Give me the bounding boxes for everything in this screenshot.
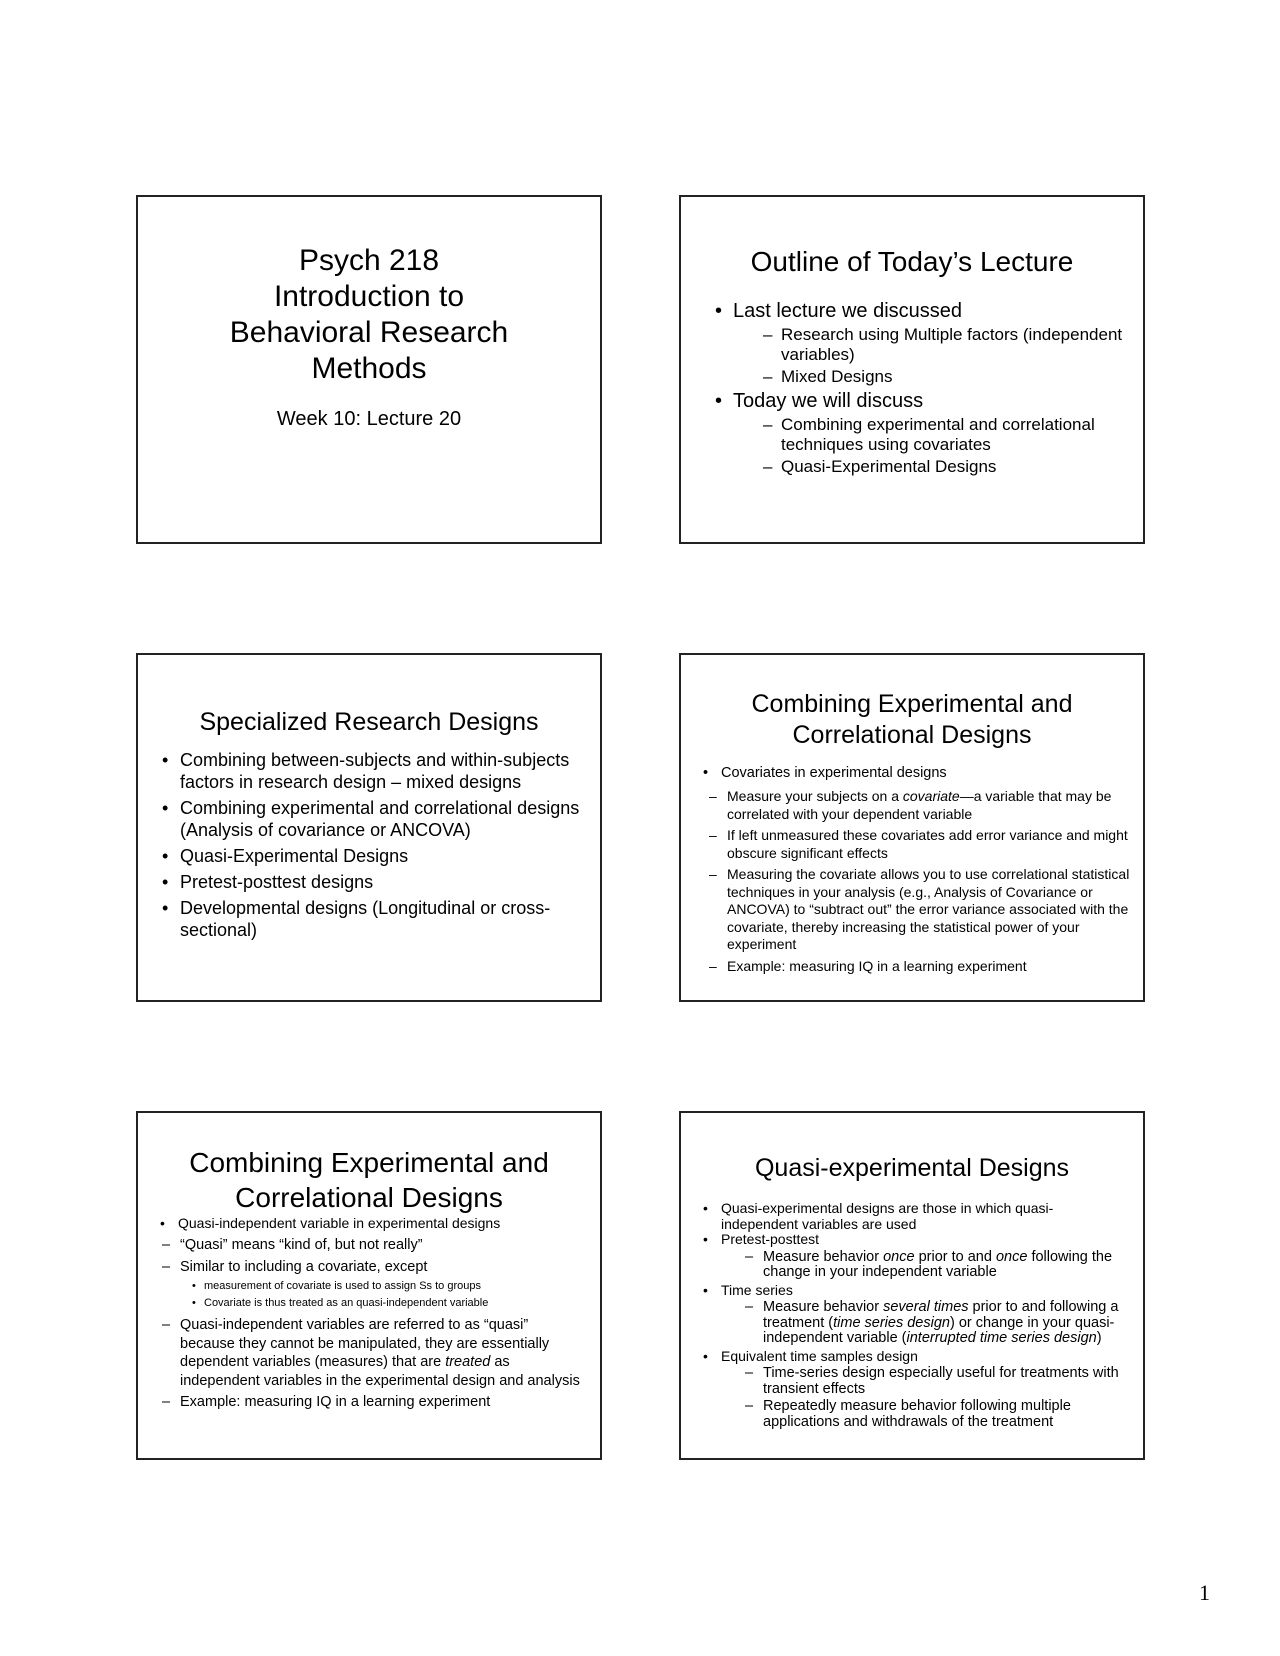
slide-3-specialized-designs bbox=[136, 653, 602, 1002]
sub-bullet-item: – Measure behavior several times prior to and following a treatment (time series design) or change in your quasi-independent variable (interrupted time series design) bbox=[745, 1300, 1129, 1347]
sub-bullet-list bbox=[162, 1236, 580, 1412]
sub-bullet-list bbox=[745, 1366, 1129, 1430]
sub-bullet-item: – Measuring the covariate allows you to use correlational statistical techniques in your analysis (e.g., Analysis of Covariance or ANCOVA) to “subtract out” the error variance associated with the covariate, thereby increasing the statistical power of your experiment bbox=[709, 866, 1133, 954]
sub-bullet-list bbox=[745, 1250, 1129, 1281]
sub-bullet-list bbox=[745, 1300, 1129, 1347]
slide-1-title bbox=[136, 195, 602, 544]
bullet-item: • Quasi-experimental designs are those in which quasi-independent variables are used bbox=[699, 1201, 1129, 1232]
bullet-item: • Today we will discuss – Combining experimental and correlational techniques using covariates – Quasi-Experimental Designs bbox=[711, 389, 1143, 477]
sub-bullet-list bbox=[709, 788, 1133, 975]
slide-subtitle: Week 10: Lecture 20 bbox=[276, 408, 462, 430]
slide-title: Combining Experimental and Correlational Designs bbox=[189, 1147, 549, 1213]
sub-bullet-item: – Similar to including a covariate, except • measurement of covariate is used to assign Ss to groups • Covariate is thus treated as an quasi-independent variable bbox=[162, 1258, 580, 1313]
sub-bullet-item: – If left unmeasured these covariates add error variance and might obscure significant effects bbox=[709, 827, 1133, 862]
slide-2-outline bbox=[679, 195, 1145, 544]
bullet-list bbox=[699, 1201, 1129, 1430]
bullet-item: • Quasi-Experimental Designs bbox=[158, 845, 600, 867]
bullet-item: • Last lecture we discussed – Research using Multiple factors (independent variables) – Mixed Designs bbox=[711, 299, 1143, 387]
sub-sub-bullet-list bbox=[192, 1278, 580, 1312]
sub-bullet-list bbox=[763, 415, 1143, 477]
bullet-item: • Equivalent time samples design – Time-series design especially useful for treatments with transient effects – Repeatedly measure behavior following multiple applications and withdrawals of the treatment bbox=[699, 1349, 1129, 1431]
bullet-item: • Pretest-posttest – Measure behavior once prior to and once following the change in your independent variable bbox=[699, 1232, 1129, 1281]
sub-bullet-item: – Repeatedly measure behavior following multiple applications and withdrawals of the treatment bbox=[745, 1399, 1129, 1430]
sub-bullet-list bbox=[763, 325, 1143, 387]
sub-bullet-item: – Quasi-Experimental Designs bbox=[763, 457, 1143, 477]
slide-title: Psych 218 Introduction to Behavioral Research Methods bbox=[229, 244, 509, 385]
sub-sub-bullet-item: • measurement of covariate is used to assign Ss to groups bbox=[192, 1278, 580, 1295]
bullet-list bbox=[158, 749, 600, 941]
bullet-item: • Covariates in experimental designs bbox=[699, 765, 1143, 782]
bullet-list bbox=[699, 765, 1143, 782]
sub-bullet-item: – Combining experimental and correlational techniques using covariates bbox=[763, 415, 1143, 455]
sub-bullet-item: – Time-series design especially useful for treatments with transient effects bbox=[745, 1366, 1129, 1397]
bullet-list bbox=[711, 299, 1143, 477]
slide-title: Quasi-experimental Designs bbox=[754, 1154, 1070, 1182]
slide-6-quasi-experimental bbox=[679, 1111, 1145, 1460]
bullet-item: • Combining experimental and correlational designs (Analysis of covariance or ANCOVA) bbox=[158, 797, 600, 841]
bullet-list bbox=[156, 1215, 600, 1232]
sub-bullet-item: – Research using Multiple factors (independent variables) bbox=[763, 325, 1143, 365]
page-number: 1 bbox=[1199, 1580, 1210, 1605]
bullet-item: • Pretest-posttest designs bbox=[158, 871, 600, 893]
sub-bullet-item: – Mixed Designs bbox=[763, 367, 1143, 387]
slide-title: Specialized Research Designs bbox=[199, 708, 539, 736]
sub-bullet-item: – Quasi-independent variables are referred to as “quasi” because they cannot be manipulated, they are essentially dependent variables (measures) that are treated as independent variables in the experimental design and analysis bbox=[162, 1316, 580, 1390]
sub-bullet-item: – Example: measuring IQ in a learning experiment bbox=[162, 1393, 580, 1412]
slide-5-combining-designs bbox=[136, 1111, 602, 1460]
bullet-item: • Quasi-independent variable in experimental designs bbox=[156, 1215, 600, 1232]
sub-bullet-item: – Measure your subjects on a covariate—a variable that may be correlated with your dependent variable bbox=[709, 788, 1133, 823]
sub-sub-bullet-item: • Covariate is thus treated as an quasi-independent variable bbox=[192, 1295, 580, 1312]
slide-title: Outline of Today’s Lecture bbox=[750, 246, 1074, 277]
bullet-item: • Time series – Measure behavior several times prior to and following a treatment (time series design) or change in your quasi-independent variable (interrupted time series design) bbox=[699, 1283, 1129, 1347]
sub-bullet-item: – Measure behavior once prior to and once following the change in your independent variable bbox=[745, 1250, 1129, 1281]
sub-bullet-item: – Example: measuring IQ in a learning experiment bbox=[709, 958, 1133, 976]
slide-title: Combining Experimental and Correlational Designs bbox=[751, 690, 1073, 749]
sub-bullet-item: – “Quasi” means “kind of, but not really” bbox=[162, 1236, 580, 1255]
slide-4-combining-designs bbox=[679, 653, 1145, 1002]
bullet-item: • Combining between-subjects and within-subjects factors in research design – mixed designs bbox=[158, 749, 600, 793]
bullet-item: • Developmental designs (Longitudinal or cross-sectional) bbox=[158, 897, 600, 941]
